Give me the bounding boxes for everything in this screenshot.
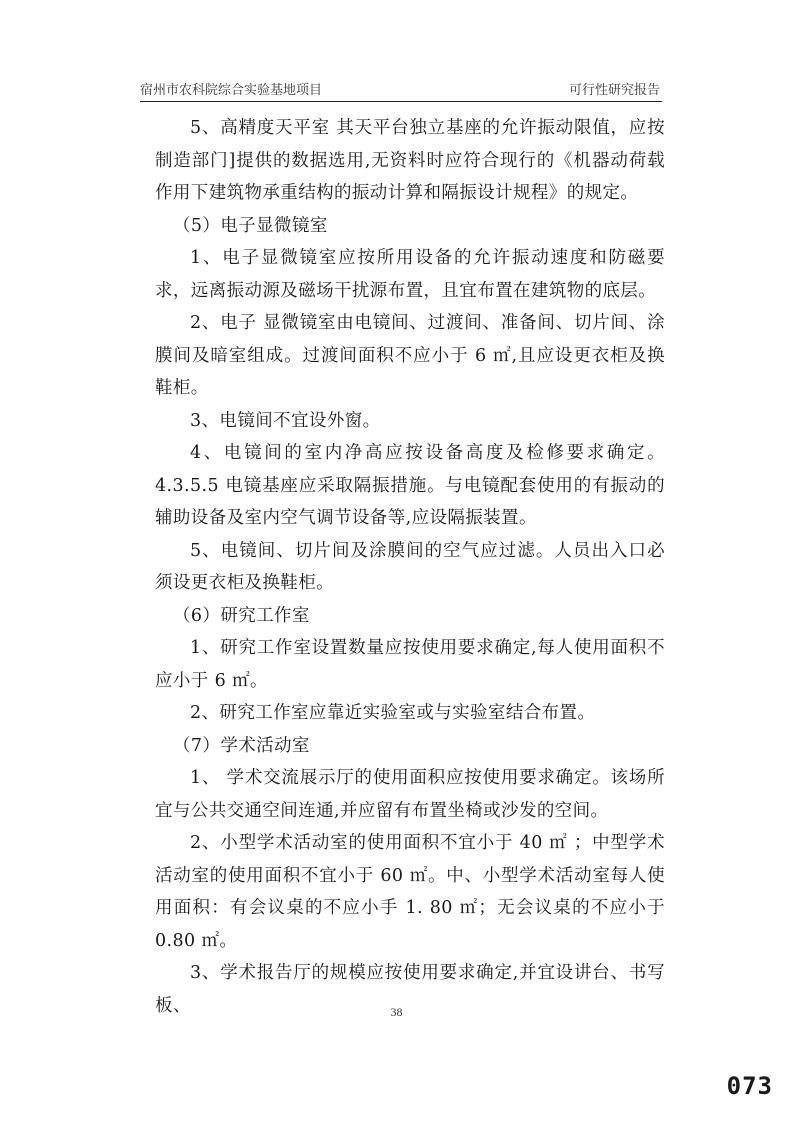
- paragraph-item: 3、电镜间不宜设外窗。: [190, 410, 381, 431]
- paragraph-item: 5、电镜间、切片间及涂膜间的空气应过滤。人员出入口必须设更衣柜及换鞋柜。: [155, 540, 665, 593]
- paragraph-item: 3、学术报告厅的规模应按使用要求确定,并宜设讲台、书写板、: [155, 963, 665, 1016]
- paragraph-item: 1、电子显微镜室应按所用设备的允许振动速度和防磁要求，远离振动源及磁场干扰源布置，且宜布置在建筑物的底层。: [155, 248, 665, 301]
- header-project-title: 宿州市农科院综合实验基地项目: [140, 83, 323, 98]
- paragraph-item: 1、 学术交流展示厅的使用面积应按使用要求确定。该场所宜与公共交通空间连通,并应留有布置坐椅或沙发的空间。: [155, 768, 665, 821]
- section-heading: （7）学术活动室: [173, 735, 310, 756]
- paragraph-item: 2、小型学术活动室的使用面积不宜小于 40 ㎡ ；中型学术活动室的使用面积不宜小于 60 ㎡。中、小型学术活动室每人使用面积：有会议桌的不应小手 1. 80 ㎡；无会议桌的不应小于 0.80 ㎡。: [155, 833, 665, 951]
- paragraph-item: 4、电镜间的室内净高应按设备高度及检修要求确定。4.3.5.5 电镜基座应采取隔振措施。与电镜配套使用的有振动的辅助设备及室内空气调节设备等,应设隔振装置。: [155, 443, 665, 528]
- header-report-type: 可行性研究报告: [568, 83, 660, 98]
- document-body: [155, 112, 665, 1022]
- page-stamp-number: 073: [726, 1072, 773, 1100]
- page-number: 38: [390, 1005, 403, 1019]
- paragraph-item: 1、研究工作室设置数量应按使用要求确定,每人使用面积不应小于 6 ㎡。: [155, 638, 665, 691]
- section-heading: （6）研究工作室: [173, 605, 310, 626]
- paragraph-item: 5、高精度天平室 其天平台独立基座的允许振动限值，应按制造部门]提供的数据选用,无资料时应符合现行的《机器动荷载作用下建筑物承重结构的振动计算和隔振设计规程》的规定。: [155, 118, 665, 203]
- paragraph-item: 2、电子 显微镜室由电镜间、过渡间、准备间、切片间、涂膜间及暗室组成。过渡间面积不应小于 6 ㎡,且应设更衣柜及换鞋柜。: [155, 313, 665, 398]
- paragraph-item: 2、研究工作室应靠近实验室或与实验室结合布置。: [190, 703, 596, 723]
- page-header: [140, 79, 660, 101]
- section-heading: （5）电子显微镜室: [173, 215, 328, 236]
- header-divider: [140, 101, 662, 102]
